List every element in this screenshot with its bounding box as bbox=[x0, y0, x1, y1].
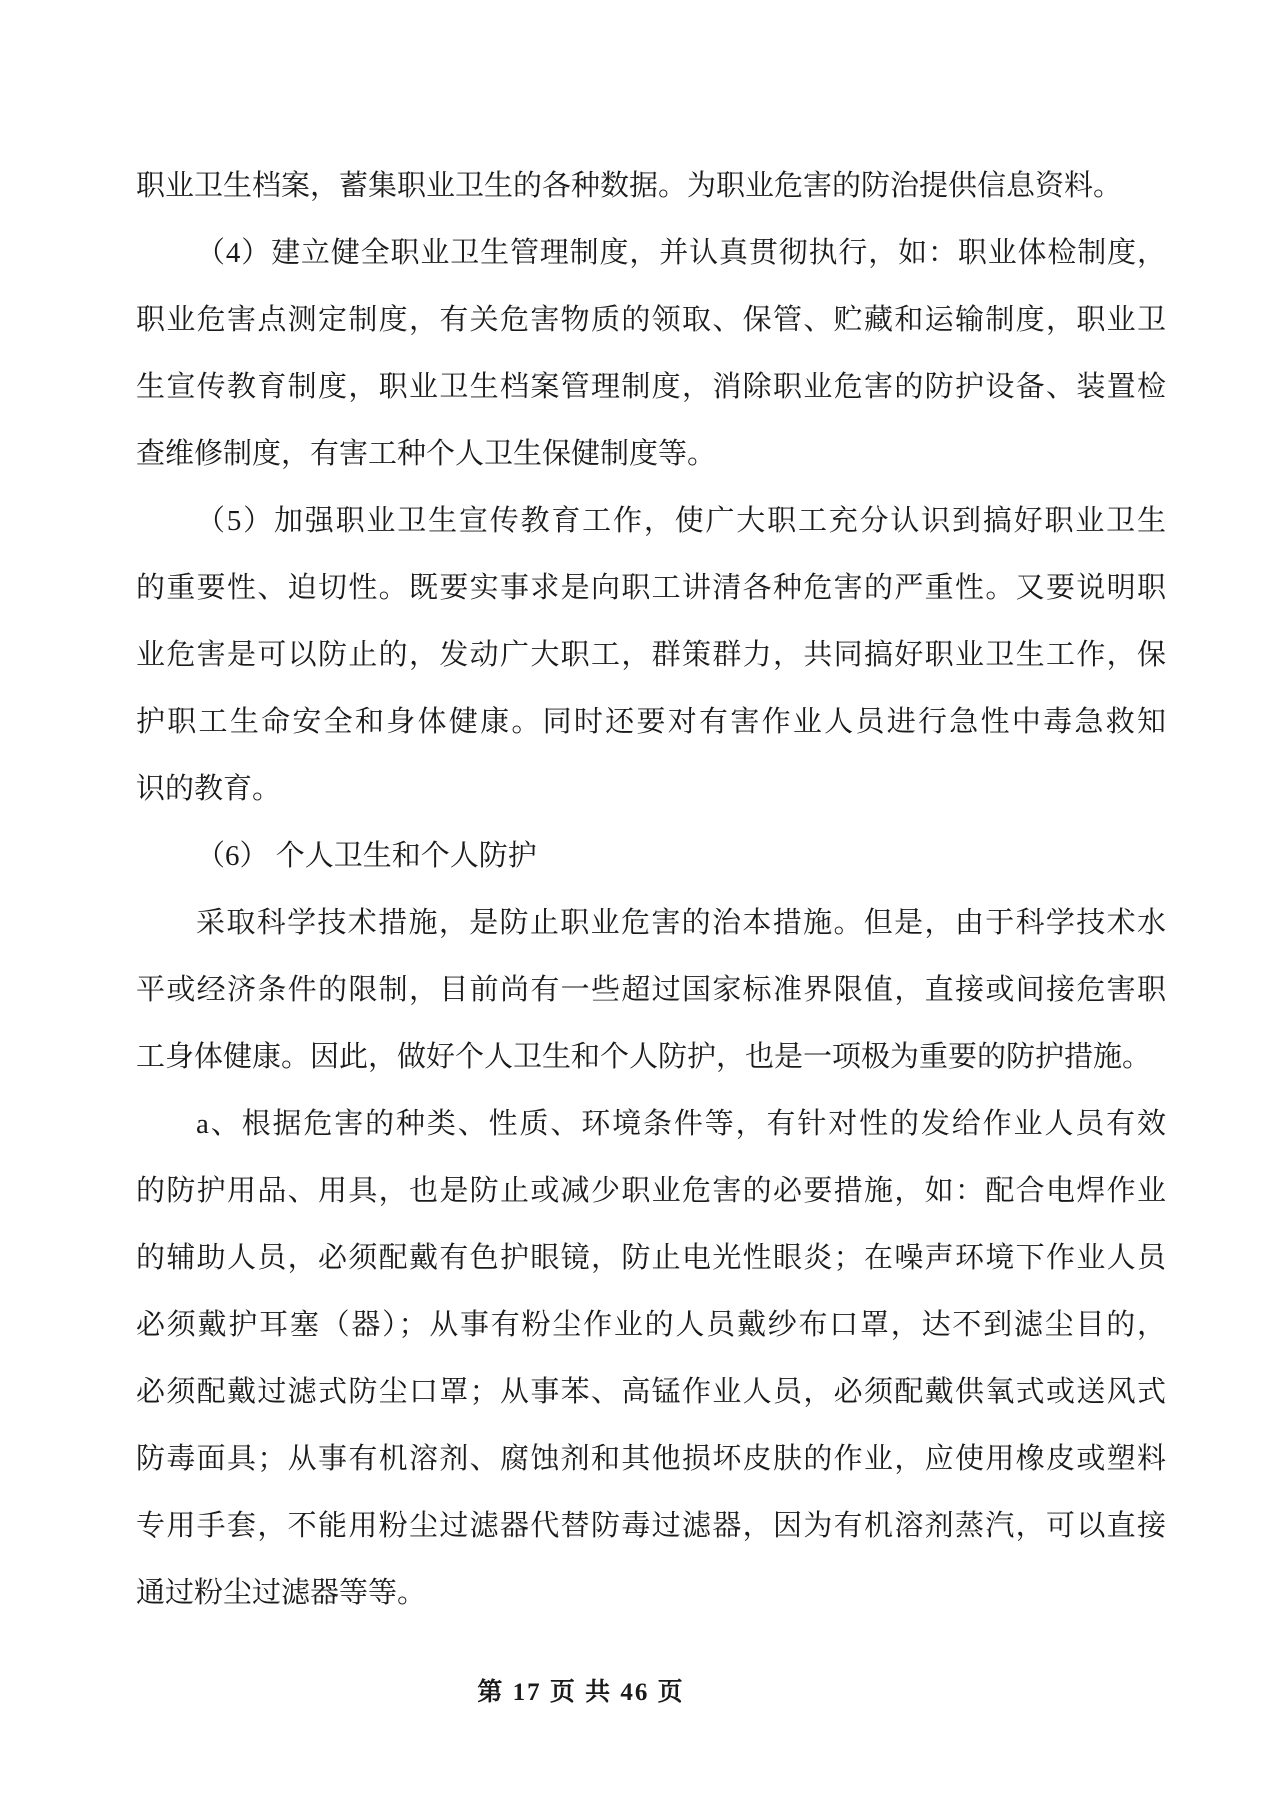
text-line: a、根据危害的种类、性质、环境条件等，有针对性的发给作业人员有效 bbox=[196, 1108, 1166, 1140]
paragraph bbox=[136, 153, 1166, 220]
paragraph bbox=[136, 1091, 1166, 1627]
text-line: 生宣传教育制度，职业卫生档案管理制度，消除职业危害的防护设备、装置检 bbox=[136, 371, 1166, 403]
document-body bbox=[136, 153, 1166, 1627]
text-line: 的重要性、迫切性。既要实事求是向职工讲清各种危害的严重性。又要说明职 bbox=[136, 572, 1166, 604]
text-line: （5）加强职业卫生宣传教育工作，使广大职工充分认识到搞好职业卫生 bbox=[196, 505, 1166, 537]
text-line: 识的教育。 bbox=[136, 773, 282, 805]
text-line: 查维修制度，有害工种个人卫生保健制度等。 bbox=[136, 438, 717, 470]
paragraph bbox=[136, 220, 1166, 488]
paragraph bbox=[136, 890, 1166, 1091]
text-line: 的防护用品、用具，也是防止或减少职业危害的必要措施，如：配合电焊作业 bbox=[136, 1175, 1166, 1207]
text-line: （4）建立健全职业卫生管理制度，并认真贯彻执行，如：职业体检制度， bbox=[196, 237, 1166, 269]
text-line: 的辅助人员，必须配戴有色护眼镜，防止电光性眼炎；在噪声环境下作业人员 bbox=[136, 1242, 1166, 1274]
text-line: 平或经济条件的限制，目前尚有一些超过国家标准界限值，直接或间接危害职 bbox=[136, 974, 1166, 1006]
text-line: （6） 个人卫生和个人防护 bbox=[196, 840, 537, 872]
text-line: 专用手套，不能用粉尘过滤器代替防毒过滤器，因为有机溶剂蒸汽，可以直接 bbox=[136, 1510, 1166, 1542]
paragraph bbox=[136, 823, 1166, 890]
page-number-label: 第 17 页 共 46 页 bbox=[477, 1679, 685, 1706]
text-line: 护职工生命安全和身体健康。同时还要对有害作业人员进行急性中毒急救知 bbox=[136, 706, 1166, 738]
paragraph bbox=[136, 488, 1166, 823]
text-line: 必须戴护耳塞（器）；从事有粉尘作业的人员戴纱布口罩，达不到滤尘目的， bbox=[136, 1309, 1166, 1341]
text-line: 防毒面具；从事有机溶剂、腐蚀剂和其他损坏皮肤的作业，应使用橡皮或塑料 bbox=[136, 1443, 1166, 1475]
text-line: 职业危害点测定制度，有关危害物质的领取、保管、贮藏和运输制度，职业卫 bbox=[136, 304, 1166, 336]
text-line: 工身体健康。因此，做好个人卫生和个人防护，也是一项极为重要的防护措施。 bbox=[136, 1041, 1152, 1073]
text-line: 职业卫生档案，蓄集职业卫生的各种数据。为职业危害的防治提供信息资料。 bbox=[136, 170, 1123, 202]
text-line: 必须配戴过滤式防尘口罩；从事苯、高锰作业人员，必须配戴供氧式或送风式 bbox=[136, 1376, 1166, 1408]
text-line: 通过粉尘过滤器等等。 bbox=[136, 1577, 427, 1609]
page-footer bbox=[0, 1671, 1221, 1715]
text-line: 采取科学技术措施，是防止职业危害的治本措施。但是，由于科学技术水 bbox=[196, 907, 1166, 939]
text-line: 业危害是可以防止的，发动广大职工，群策群力，共同搞好职业卫生工作，保 bbox=[136, 639, 1166, 671]
